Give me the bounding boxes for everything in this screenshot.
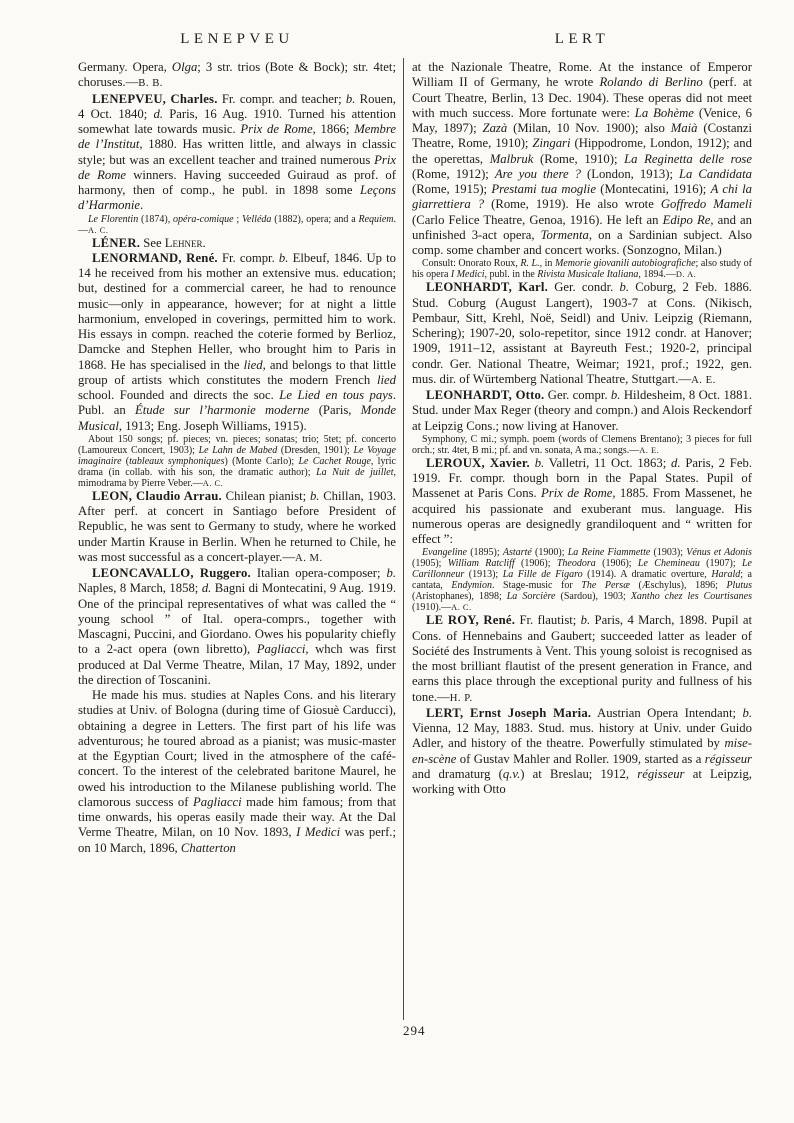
text-run: , mimodrama by Pierre Veber.—: [78, 466, 396, 489]
text-run: Paris, 2 Feb. 1919. Fr. compr. though born in the Papal States. Pupil of Massenet at Paris Cons.: [412, 455, 752, 501]
entry-leoncavallo-ruggero: [78, 566, 396, 688]
text-run: LE ROY, René.: [426, 613, 516, 628]
text-run: Pagliacci: [193, 794, 242, 809]
text-run: , 1880. Has written little, and always in classic style; but was an excellent teacher and trained numerous: [78, 137, 396, 167]
text-run: ) (Monte Carlo);: [224, 455, 299, 467]
text-run: mise-en-scène: [412, 736, 752, 766]
text-run: I Medici: [450, 269, 485, 281]
text-run: (Rome, 1915);: [412, 182, 492, 196]
text-run: LÉNER.: [92, 235, 141, 250]
running-head-left: LENEPVEU: [180, 31, 294, 47]
text-run: tableaux symphoniques: [129, 455, 225, 467]
text-run: .: [202, 235, 206, 250]
entry-leon-claudio-arrau: [78, 489, 396, 566]
text-run: R. L.: [520, 258, 540, 270]
text-run: Le Carillonneur: [412, 558, 752, 581]
text-run: Fr. compr. and teacher;: [217, 91, 346, 106]
text-run: Bagni di Montecatini, 9 Aug. 1919. One of the principal representatives of what was called the “ young school ” of Ital. opera-comprs., together with Mascagni, Puccini, and Giordano. Owes his popularity chiefly to a 2-act opera (own libretto),: [78, 581, 396, 657]
text-run: b.: [278, 250, 289, 265]
text-run: ; also study of his opera: [412, 258, 753, 281]
text-run: , in: [539, 258, 555, 270]
text-run: (Æschylus), 1896;: [629, 580, 727, 592]
text-run: b.: [534, 455, 545, 470]
text-run: LEON, Claudio Arrau.: [92, 488, 222, 503]
text-run: ; 3 str. trios (Bote & Bock); str. 4tet; choruses.—: [78, 60, 396, 90]
text-run: Prix de Rome: [541, 486, 613, 501]
text-run: See: [140, 235, 165, 250]
text-run: About 150 songs; pf. pieces; vn. pieces; sonatas; trio; 5tet; pf. concerto (Lamoureux Concert, 1903);: [78, 433, 396, 456]
text-run: régisseur: [637, 766, 685, 781]
text-run: (1906);: [514, 558, 557, 570]
text-run: LERT, Ernst Joseph Maria.: [426, 705, 592, 720]
text-run: , 1913; Eng. Joseph Williams, 1915).: [118, 418, 307, 433]
text-run: , and belongs to that little group of artists which constitutes the modern French: [78, 357, 396, 387]
text-run: Symphony, C mi.; symph. poem (words of Clemens Brentano); 3 pieces for full orch.; str. 4tet, B mi.; pf. and vn. sonata, A ma.; songs.—: [412, 433, 752, 456]
worklist-lenormand: [78, 434, 396, 489]
entry-leonhardt-karl: [412, 280, 752, 388]
text-run: Coburg, 2 Feb. 1886. Stud. Coburg (August Langert), 1903-7 at Cons. (Nikisch, Pembaur, Sitt, Krehl, Noë, Seidl) and Univ. Leipzig (Riemann, Schering); 1907-20, solo-repetitor, since 1912 condr. at Hanover; 1909, 1911–12, assistant at Bayreuth Fest.; 1920-2, principal condr. Ger. National Theatre, Weimar; 1921, prof.; 1922, gen. mus. dir. of Würtemberg National Theatre, Stuttgart.—: [412, 280, 752, 386]
text-run: Germany. Opera,: [78, 60, 172, 74]
text-run: régisseur: [704, 751, 752, 766]
text-run: H. P.: [449, 692, 473, 704]
text-run: Goffredo Mameli: [660, 197, 752, 212]
text-run: (Aristophanes), 1898;: [412, 591, 507, 603]
text-run: (Dresden, 1901);: [277, 444, 354, 456]
text-run: Le Voyage imaginaire: [78, 444, 396, 467]
text-run: b.: [309, 488, 320, 503]
text-run: Zingari: [532, 136, 571, 151]
text-run: Xantho chez les Courtisanes: [630, 591, 752, 603]
text-run: lied: [243, 357, 263, 372]
text-run: opéra-comique: [173, 213, 234, 225]
text-run: I Medici: [296, 825, 341, 840]
text-run: ) at Breslau; 1912,: [520, 766, 638, 781]
text-run: Chillan, 1903. After perf. at concert in Santiago before President of Republic, he was sent to Germany to study, where he worked under Martin Krause in Berlin. When he returned to Chile, he was most successful as a concert-player.—: [78, 488, 396, 564]
text-run: d.: [671, 455, 681, 470]
text-run: (1903);: [650, 547, 687, 559]
text-run: Le Lied en tous pays: [279, 388, 393, 402]
text-run: was perf.; on 10 March, 1896,: [78, 825, 397, 855]
text-run: A. C.: [88, 225, 109, 235]
text-run: La Fille de Figaro: [502, 569, 583, 581]
text-run: La Candidata: [679, 166, 752, 181]
text-run: . Stage-music for: [491, 580, 582, 592]
text-run: .: [140, 198, 144, 213]
text-run: .—: [78, 213, 396, 236]
text-run: q.v.: [502, 766, 521, 781]
text-run: winners. Having succeeded Guiraud as prof. of harmony, then of comp., he publ. in 1898 some: [78, 167, 396, 197]
text-run: A. M.: [295, 552, 323, 564]
text-run: LEONHARDT, Otto.: [426, 388, 545, 402]
text-run: (1874),: [138, 213, 174, 225]
text-run: La Nuit de juillet: [316, 466, 394, 478]
text-run: Le Cachet Rouge: [298, 455, 371, 467]
text-run: Lehner: [164, 235, 203, 250]
text-run: (: [121, 455, 130, 467]
consult-note-leoni: [412, 258, 752, 280]
text-run: (1906);: [595, 558, 638, 570]
text-run: Olga: [171, 60, 198, 74]
text-run: Vienna, 12 May, 1883. Stud. mus. history at Univ. under Guido Adler, and history of the theatre. Powerfully stimulated by: [412, 721, 752, 751]
text-run: Requiem: [358, 213, 394, 225]
text-run: Chatterton: [180, 840, 236, 855]
text-run: d.: [201, 581, 212, 596]
text-run: b.: [345, 91, 356, 106]
text-run: Endymion: [451, 580, 492, 592]
text-run: (1900);: [531, 547, 568, 559]
entry-lenepveu-charles: [78, 92, 396, 214]
text-run: LENORMAND, René.: [92, 250, 218, 265]
text-run: (Paris,: [309, 403, 361, 418]
text-run: b.: [742, 705, 752, 720]
text-run: William Ratcliff: [447, 558, 515, 570]
text-run: Evangeline: [422, 547, 467, 559]
text-run: A chi la giarrettiera ?: [412, 182, 752, 212]
text-run: Prix de Rome: [240, 122, 313, 136]
text-run: , on a Sardinian subject. Also comp. some chamber and concert works. (Sonzogno, Milan.): [412, 227, 752, 257]
continuation-paragraph-leoni: [412, 60, 752, 258]
text-run: school. Founded and directs the soc.: [78, 388, 280, 402]
text-run: (Hippodrome, London, 1912); and the operettas,: [412, 136, 752, 166]
text-run: Valletri, 11 Oct. 1863;: [544, 455, 672, 470]
entry-lener-cross-reference: [78, 236, 396, 251]
text-run: LENEPVEU, Charles.: [92, 91, 218, 106]
text-run: (Milan, 10 Nov. 1900); also: [507, 121, 671, 135]
entry-lert-ernst-joseph-maria: [412, 706, 752, 798]
text-run: (1907);: [699, 558, 742, 570]
text-run: (Sardou), 1903;: [555, 591, 631, 603]
text-run: Zazà: [482, 121, 508, 135]
text-run: , 1885. From Massenet, he acquired his passionate and exuberant mus. language. His numerous operas are designedly grandiloquent and “ written for effect ”:: [412, 486, 752, 546]
text-run: Prix de Rome: [78, 152, 396, 182]
text-run: Pagliacci: [256, 642, 306, 657]
text-run: Maià: [670, 121, 698, 135]
text-run: (Costanzi Theatre, Rome, 1910);: [412, 121, 752, 151]
page-number: 294: [403, 1023, 426, 1038]
text-run: La Bohème: [634, 105, 694, 120]
text-run: Plutus: [726, 580, 753, 592]
text-run: Monde Musical: [78, 403, 396, 433]
text-run: (1910).—: [412, 602, 452, 614]
text-run: Harald: [711, 569, 741, 581]
continuation-paragraph-lenepveu-rudolph: [78, 60, 396, 92]
text-run: A. C.: [202, 478, 224, 488]
text-run: La Sorcière: [506, 591, 556, 603]
text-run: (1882), opera; and a: [271, 213, 359, 225]
text-run: (Carlo Felice Theatre, Genoa, 1916). He left an: [412, 212, 663, 227]
text-run: d.: [153, 106, 163, 121]
text-run: ;: [233, 213, 242, 225]
text-run: La Reine Fiammette: [567, 547, 651, 559]
text-run: Are you there ?: [494, 166, 581, 181]
text-run: (Rome, 1910);: [533, 151, 625, 166]
text-run: Chilean pianist;: [221, 488, 310, 503]
text-run: Memorie giovanili autobiografiche: [554, 258, 696, 270]
text-run: Tormenta: [540, 227, 589, 242]
text-run: Le Florentin: [88, 213, 139, 225]
text-run: LEONHARDT, Karl.: [426, 280, 548, 295]
entry-leroux-xavier: [412, 456, 752, 548]
text-run: The Persæ: [581, 580, 630, 592]
text-run: (1905);: [412, 558, 448, 570]
text-run: b.: [610, 388, 621, 402]
text-run: Rouen, 4 Oct. 1840;: [78, 91, 396, 121]
text-run: Le Lahn de Mabed: [198, 444, 278, 456]
left-column: [78, 60, 396, 856]
text-run: Consult: Onorato Roux,: [422, 258, 521, 270]
entry-lenormand-rene: [78, 251, 396, 434]
text-run: , whch was first produced at Dal Verme Theatre, Milan, 17 May, 1892, under the direction of Toscanini.: [78, 642, 396, 687]
text-run: A. E.: [691, 374, 716, 386]
text-run: Theodora: [556, 558, 596, 570]
text-run: Velléda: [241, 213, 272, 225]
text-run: lied: [376, 372, 396, 387]
text-run: Étude sur l’harmonie moderne: [134, 403, 310, 418]
text-run: at Leipzig, working with Otto: [412, 766, 752, 796]
text-run: La Reginetta delle rose: [624, 151, 752, 166]
worklist-leroux: [412, 547, 752, 613]
text-run: Malbruk: [489, 151, 534, 166]
text-run: He made his mus. studies at Naples Cons. and his literary studies at Univ. of Bologna (during time of Giosuè Carducci), obtaining a degree in Letters. The first part of his life was adventurous; he toured abroad as a pianist; was music-master at the Egyptian Court; lived in the atmosphere of the café-concert. To the interest of the celebrated baritone Maurel, he owed his introduction to the Milanese publishing world. The clamorous success of: [78, 688, 396, 809]
text-run: Elbeuf, 1846. Up to 14 he received from his mother an extensive mus. education; but, destined for a commercial career, he had to renounce music—only in appearance, however; for at night a little harmonium, enveloped in coverings, permitted him to work. His essays in compn. reached the coterie formed by Berlioz, Damcke and Stephen Heller, who brought him to Paris in 1868. He has specialised in the: [78, 250, 397, 372]
text-run: at the Nazionale Theatre, Rome. At the instance of Emperor William II of Germany, he wrote: [412, 60, 752, 90]
text-run: , 1866;: [312, 122, 355, 136]
text-run: of Gustav Mahler and Roller. 1909, started as a: [456, 751, 705, 766]
text-run: (Rome, 1912);: [412, 166, 495, 181]
text-run: Austrian Opera Intendant;: [591, 705, 743, 720]
text-run: , 1894.—: [638, 269, 676, 281]
text-run: Le Chemineau: [637, 558, 700, 570]
text-run: A. E.: [639, 445, 660, 455]
text-run: D. A.: [675, 270, 697, 280]
text-run: ; a cantata,: [412, 569, 752, 592]
entry-le-roy-rene: [412, 613, 752, 706]
text-run: Rivista Musicale Italiana: [537, 269, 639, 281]
text-run: Astarté: [502, 547, 532, 559]
text-run: Hildesheim, 8 Oct. 1881. Stud. under Max Reger (theory and compn.) and Alois Reckendorf at Leipzig Cons.; now living at Hanover.: [412, 388, 752, 433]
text-run: Vénus et Adonis: [686, 547, 752, 559]
entry-leonhardt-otto: [412, 388, 752, 434]
text-run: , and an unfinished 3-act opera,: [412, 212, 752, 242]
text-run: (1914). A dramatic overture,: [582, 569, 712, 581]
text-run: (Venice, 6 May, 1897);: [412, 105, 752, 135]
text-run: b.: [580, 613, 591, 628]
running-head-right: LERT: [554, 31, 610, 47]
text-run: Italian opera-composer;: [250, 566, 387, 580]
column-divider-rule: [403, 58, 404, 1020]
worklist-leonhardt-otto: [412, 434, 752, 456]
text-run: (1913);: [464, 569, 503, 581]
text-run: LEONCAVALLO, Ruggero.: [92, 566, 251, 580]
text-run: , publ. in the: [484, 269, 538, 281]
text-run: Fr. flautist;: [515, 613, 581, 628]
text-run: Fr. compr.: [217, 250, 279, 265]
text-run: Rolando di Berlino: [599, 75, 703, 90]
leoncavallo-biography-paragraph: [78, 688, 396, 856]
text-run: made him famous; from that time onwards, his operas easily made their way. At the Dal Verme Theatre, Milan, on 10 Nov. 1893,: [78, 794, 396, 840]
text-run: b.: [386, 566, 396, 580]
text-run: (Rome, 1919). He also wrote: [484, 197, 661, 212]
text-run: . Publ. an: [78, 388, 396, 418]
text-run: (London, 1913);: [580, 166, 679, 181]
text-run: Naples, 8 March, 1858;: [78, 581, 202, 596]
right-column: [412, 60, 752, 797]
text-run: Ger. condr.: [547, 280, 620, 295]
text-run: Edipo Re: [662, 212, 711, 227]
text-run: (perf. at Court Theatre, Berlin, 13 Dec. 1904). These operas did not meet with much success. More fortunate were:: [412, 75, 752, 120]
text-run: and dramaturg (: [412, 766, 503, 781]
text-run: Membre de l’Institut: [78, 122, 396, 152]
text-run: Paris, 4 March, 1898. Pupil at Cons. of Hennebains and Gaubert; succeeded latter as leader of Société des Instruments à Vent. This young soloist is recognised as the most brilliant flautist of the present generation in France, and earns this place through the exceptional purity and fullness of his tone.—: [412, 613, 752, 704]
text-run: LEROUX, Xavier.: [426, 455, 530, 470]
text-run: (1895);: [466, 547, 503, 559]
worklist-lenepveu: [78, 214, 396, 236]
text-run: B. B.: [138, 78, 163, 90]
text-run: A. C.: [451, 603, 472, 613]
text-run: Prestami tua moglie: [491, 182, 596, 196]
text-run: Ger. compr.: [544, 388, 611, 402]
text-run: Leçons d’Harmonie: [78, 183, 396, 213]
text-run: Paris, 16 Aug. 1910. Turned his attention somewhat late towards music.: [78, 106, 396, 136]
text-run: (Montecatini, 1916);: [595, 182, 711, 196]
text-run: , lyric drama (in collab. with his son, the dramatic author);: [78, 455, 396, 478]
text-run: b.: [619, 280, 629, 295]
